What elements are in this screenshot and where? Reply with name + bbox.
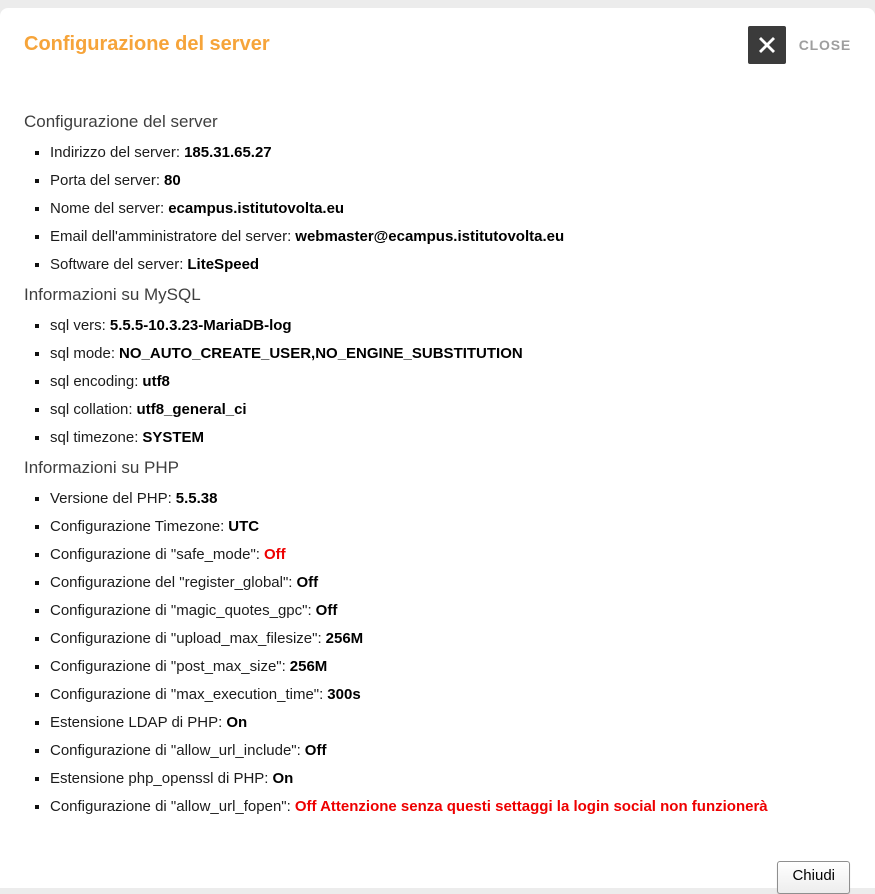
close-label[interactable]: CLOSE [798,37,851,53]
info-item [50,491,851,507]
info-list [24,318,851,446]
info-item-label: Email dell'amministratore del server: [50,228,292,245]
info-item-value: 5.5.38 [175,490,218,507]
section-heading: Informazioni su MySQL [24,285,201,304]
info-item [50,402,851,418]
info-item-value: utf8 [142,373,170,390]
info-item [50,687,851,703]
info-item-value: utf8_general_ci [136,401,247,418]
info-item-label: sql timezone: [50,429,139,446]
info-item [50,743,851,759]
close-button[interactable] [748,26,786,64]
info-item [50,173,851,189]
info-item-label: sql mode: [50,345,116,362]
info-item [50,229,851,245]
info-item-value: UTC [228,518,260,535]
info-item [50,659,851,675]
info-item [50,430,851,446]
info-item-value: 80 [164,172,181,189]
info-item [50,715,851,731]
chiudi-button[interactable]: Chiudi [777,861,850,894]
info-item [50,519,851,535]
info-item-label: Indirizzo del server: [50,144,181,161]
info-item-label: sql encoding: [50,373,139,390]
info-item-value: Off [263,546,286,563]
info-item [50,631,851,647]
info-item-value: 5.5.5-10.3.23-MariaDB-log [109,317,292,334]
info-item [50,145,851,161]
info-item-label: sql vers: [50,317,106,334]
section-php [24,458,851,815]
info-item-value: 256M [289,658,328,675]
info-item [50,346,851,362]
info-item-label: Estensione php_openssl di PHP: [50,770,269,787]
info-item-label: Versione del PHP: [50,490,172,507]
info-item-label: Configurazione di "allow_url_fopen": [50,798,291,815]
info-list [24,145,851,273]
info-item [50,575,851,591]
info-item-label: Configurazione di "safe_mode": [50,546,260,563]
info-item [50,374,851,390]
info-item [50,318,851,334]
section-heading: Informazioni su PHP [24,458,179,477]
info-item-label: Configurazione di "max_execution_time": [50,686,324,703]
info-item-value: On [272,770,294,787]
info-item-value: NO_AUTO_CREATE_USER,NO_ENGINE_SUBSTITUTION [119,345,523,362]
info-item-label: Configurazione di "magic_quotes_gpc": [50,602,312,619]
info-item-value: On [226,714,248,731]
info-item [50,603,851,619]
section-mysql [24,285,851,446]
info-item-label: Configurazione Timezone: [50,518,225,535]
info-item [50,257,851,273]
modal-title: Configurazione del server [24,33,270,55]
info-list [24,491,851,815]
info-item-label: Nome del server: [50,200,165,217]
info-item-label: Configurazione di "post_max_size": [50,658,286,675]
section-heading: Configurazione del server [24,112,218,131]
info-item-value: Off [315,602,338,619]
info-item-value: webmaster@ecampus.istitutovolta.eu [295,228,565,245]
info-item-label: sql collation: [50,401,133,418]
info-item-label: Estensione LDAP di PHP: [50,714,223,731]
info-item [50,771,851,787]
info-item [50,547,851,563]
info-item-value: 185.31.65.27 [184,144,272,161]
info-item [50,799,851,815]
info-item-label: Configurazione di "upload_max_filesize": [50,630,322,647]
info-item-label: Configurazione del "register_global": [50,574,293,591]
server-config-modal [0,8,875,888]
info-item-value: LiteSpeed [187,256,260,273]
info-item-value: ecampus.istitutovolta.eu [168,200,345,217]
info-item [50,201,851,217]
info-item-value: SYSTEM [142,429,205,446]
info-item-label: Porta del server: [50,172,161,189]
sections [0,56,875,815]
info-item-label: Configurazione di "allow_url_include": [50,742,301,759]
section-server [24,112,851,273]
info-item-label: Software del server: [50,256,184,273]
info-item-value: 300s [327,686,361,703]
close-icon [757,35,777,55]
info-item-value: Off Attenzione senza questi settaggi la login social non funzionerà [294,798,768,815]
info-item-value: Off [304,742,327,759]
info-item-value: Off [296,574,319,591]
close-control [748,26,851,64]
info-item-value: 256M [325,630,364,647]
